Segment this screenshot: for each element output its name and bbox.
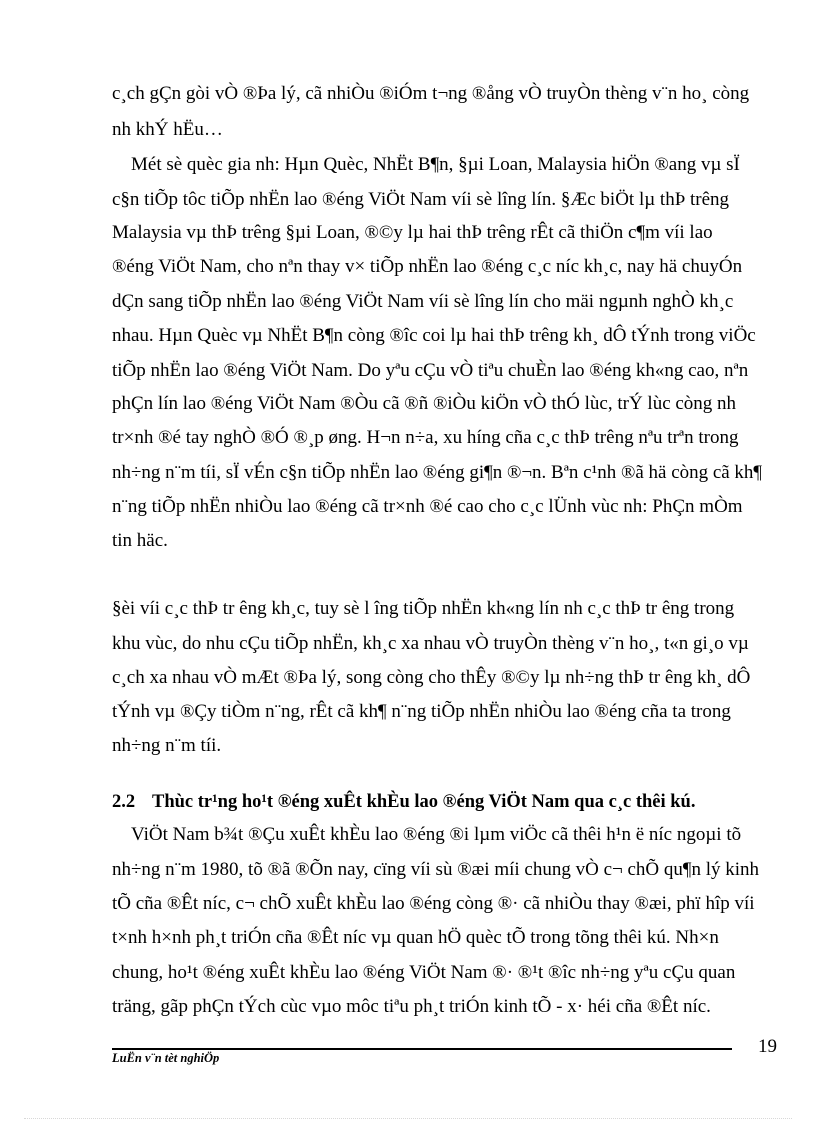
paragraph-1-line: c¸ch gÇn gòi vÒ ®Þa lý, cã nhiÒu ®iÓm t¬ng ®ång vÒ truyÒn thèng v¨n ho¸ còng [112, 83, 750, 104]
paragraph-4-line: t×nh h×nh ph¸t triÓn cña ®Êt níc vµ quan hÖ quèc tÕ trong tõng thêi kú. Nh×n [112, 927, 719, 948]
paragraph-3-line: khu vùc, do nhu cÇu tiÕp nhËn, kh¸c xa nhau vÒ truyÒn thèng v¨n ho¸, t«n gi¸o vµ [112, 633, 749, 654]
paragraph-2-line: tiÕp nhËn lao ®éng ViÖt Nam. Do yªu cÇu vÒ tiªu chuÈn lao ®éng kh«ng cao, nªn [112, 360, 749, 381]
section-number: 2.2 [112, 792, 136, 812]
paragraph-3-line: nh÷ng n¨m tíi. [112, 735, 222, 756]
paragraph-4-line: träng, gãp phÇn tÝch cùc vµo môc tiªu ph¸t triÓn kinh tÕ - x· héi cña ®Êt níc. [112, 996, 711, 1017]
page-number: 19 [758, 1036, 777, 1057]
paragraph-2-line: Mét sè quèc gia nh: Hµn Quèc, NhËt B¶n, §µi Loan, Malaysia hiÖn ®ang vµ sÏ [131, 154, 740, 175]
paragraph-4-line: chung, ho¹t ®éng xuÊt khÈu lao ®éng ViÖt Nam ®· ®¹t ®îc nh÷ng yªu cÇu quan [112, 962, 736, 983]
paragraph-2-line: c§n tiÕp tôc tiÕp nhËn lao ®éng ViÖt Nam víi sè lîng lín. §Æc biÖt lµ thÞ trêng [112, 189, 730, 210]
paragraph-3-line: c¸ch xa nhau vÒ mÆt ®Þa lý, song còng cho thÊy ®©y lµ nh÷ng thÞ tr êng kh¸ dÔ [112, 667, 751, 688]
section-title: Thùc tr¹ng ho¹t ®éng xuÊt khÈu lao ®éng ViÖt Nam qua c¸c thêi kú. [152, 792, 696, 812]
footer-label: LuËn v¨n tèt nghiÖp [112, 1051, 220, 1065]
paragraph-2-line: phÇn lín lao ®éng ViÖt Nam ®Òu cã ®ñ ®iÒu kiÖn vÒ thÓ lùc, trÝ lùc còng nh [112, 393, 737, 414]
page-bottom-edge [24, 1118, 792, 1119]
paragraph-3-line: §èi víi c¸c thÞ tr êng kh¸c, tuy sè l îng tiÕp nhËn kh«ng lín nh c¸c thÞ tr êng trong [112, 598, 735, 619]
paragraph-3-line: tÝnh vµ ®Çy tiÒm n¨ng, rÊt cã kh¶ n¨ng tiÕp nhËn nhiÒu lao ®éng cña ta trong [112, 701, 731, 722]
paragraph-2-line: nh÷ng n¨m tíi, sÏ vÉn c§n tiÕp nhËn lao ®éng gi¶n ®¬n. Bªn c¹nh ®ã hä còng cã kh¶ [112, 462, 762, 483]
paragraph-1-line: nh khÝ hËu… [112, 119, 223, 140]
paragraph-4-line: tÕ cña ®Êt níc, c¬ chÕ xuÊt khÈu lao ®éng còng ®· cã nhiÒu thay ®æi, phï hîp víi [112, 893, 755, 914]
paragraph-2-line: nhau. Hµn Quèc vµ NhËt B¶n còng ®îc coi lµ hai thÞ trêng kh¸ dÔ tÝnh trong viÖc [112, 325, 756, 346]
section-heading [112, 788, 762, 816]
paragraph-4-line: nh÷ng n¨m 1980, tõ ®ã ®Õn nay, cïng víi sù ®æi míi chung vÒ c¬ chÕ qu¶n lý kinh [112, 859, 760, 880]
paragraph-2-line: dÇn sang tiÕp nhËn lao ®éng ViÖt Nam víi sè lîng lín cho mäi ngµnh nghÒ kh¸c [112, 291, 734, 312]
paragraph-2-line: ®éng ViÖt Nam, cho nªn thay v× tiÕp nhËn lao ®éng c¸c níc kh¸c, nay hä chuyÓn [112, 256, 743, 277]
paragraph-2-line: tin häc. [112, 530, 168, 551]
paragraph-4-line: ViÖt Nam b¾t ®Çu xuÊt khÈu lao ®éng ®i lµm viÖc cã thêi h¹n ë níc ngoµi tõ [131, 824, 742, 845]
footer-divider [112, 1048, 732, 1050]
paragraph-2-line: Malaysia vµ thÞ trêng §µi Loan, ®©y lµ hai thÞ trêng rÊt cã thiÖn c¶m víi lao [112, 222, 713, 243]
paragraph-2-line: n¨ng tiÕp nhËn nhiÒu lao ®éng cã tr×nh ®é cao cho c¸c lÜnh vùc nh: PhÇn mÒm [112, 496, 743, 517]
paragraph-2-line: tr×nh ®é tay nghÒ ®Ó ®¸p øng. H¬n n÷a, xu híng cña c¸c thÞ trêng nªu trªn trong [112, 427, 739, 448]
